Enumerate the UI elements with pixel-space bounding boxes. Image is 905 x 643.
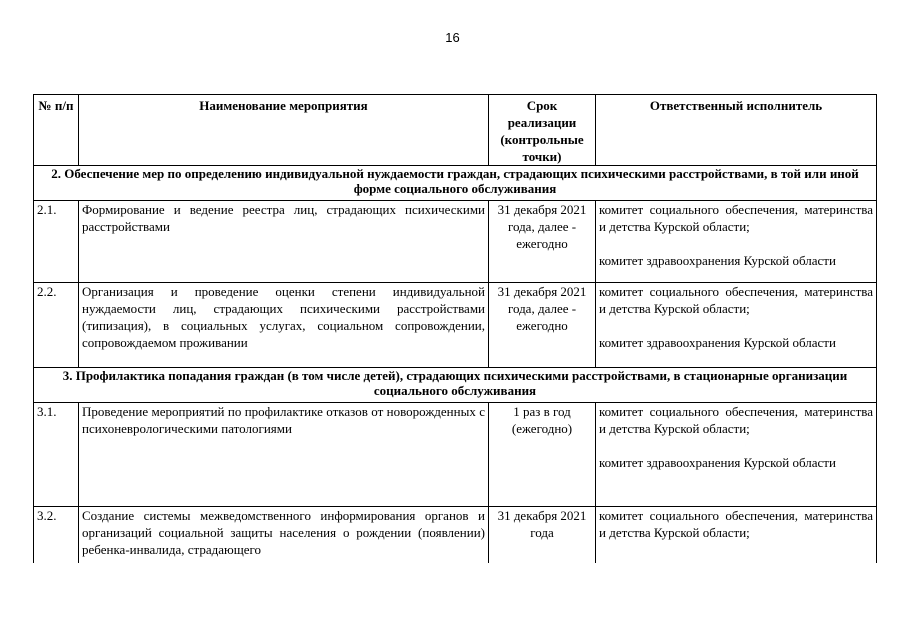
table-row (34, 283, 877, 368)
measure-name: Формирование и ведение реестра лиц, страдающих психическими расстройствами (79, 201, 489, 283)
responsible-executor: комитет здравоохранения Курской области (599, 335, 836, 350)
header-num: № п/п (34, 95, 79, 166)
measure-name: Организация и проведение оценки степени индивидуальной нуждаемости лиц, страдающих психическими расстройствами (типизация), в социальных услугах, социальном сопровождении, сопровождаемом проживании (79, 283, 489, 368)
responsible-cell (596, 283, 877, 368)
table-row (34, 201, 877, 283)
measure-name: Проведение мероприятий по профилактике отказов от новорожденных с психоневрологическими патологиями (79, 403, 489, 507)
responsible-executor: комитет социального обеспечения, материнства и детства Курской области; (599, 404, 873, 436)
responsible-executor: комитет социального обеспечения, материнства и детства Курской области; (599, 508, 873, 540)
responsible-executor: комитет социального обеспечения, материнства и детства Курской области; (599, 202, 873, 234)
responsible-executor: комитет здравоохранения Курской области (599, 253, 836, 268)
measure-term: 31 декабря 2021 года, далее - ежегодно (489, 201, 596, 283)
section-header-3 (34, 368, 877, 403)
row-number: 2.2. (34, 283, 79, 368)
responsible-executor: комитет социального обеспечения, материнства и детства Курской области; (599, 284, 873, 316)
page-cutoff (33, 563, 877, 643)
row-number: 3.1. (34, 403, 79, 507)
measure-name: Создание системы межведомственного информирования органов и организаций социальной защиты населения о рождении (появлении) ребенка-инвалида, страдающего (79, 507, 489, 577)
measures-table (33, 94, 877, 577)
responsible-executor: комитет здравоохранения Курской области (599, 455, 836, 470)
measure-term: 31 декабря 2021 года (489, 507, 596, 577)
section-title: 3. Профилактика попадания граждан (в том числе детей), страдающих психическими расстройствами, в стационарные организации социального обслуживания (34, 368, 877, 403)
row-number: 3.2. (34, 507, 79, 577)
measure-term: 1 раз в год (ежегодно) (489, 403, 596, 507)
responsible-cell (596, 403, 877, 507)
section-title: 2. Обеспечение мер по определению индивидуальной нуждаемости граждан, страдающих психическими расстройствами, в той или иной форме социального обслуживания (34, 166, 877, 201)
responsible-cell (596, 201, 877, 283)
table-header-row (34, 95, 877, 166)
header-name: Наименование мероприятия (79, 95, 489, 166)
header-term: Срок реализации (контрольные точки) (489, 95, 596, 166)
table-row (34, 403, 877, 507)
row-number: 2.1. (34, 201, 79, 283)
section-header-2 (34, 166, 877, 201)
measure-term: 31 декабря 2021 года, далее - ежегодно (489, 283, 596, 368)
header-responsible: Ответственный исполнитель (596, 95, 877, 166)
page-number: 16 (445, 30, 460, 45)
